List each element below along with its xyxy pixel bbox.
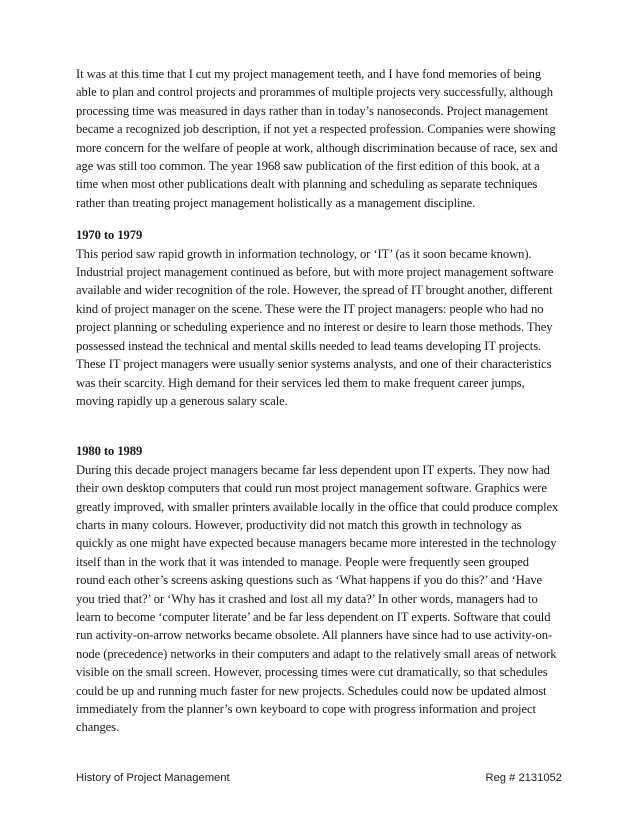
- footer-registration-number: Reg # 2131052: [485, 772, 562, 784]
- section-heading-1970s: 1970 to 1979: [76, 228, 143, 243]
- section-spacer: [76, 410, 570, 442]
- section-heading-1980s: 1980 to 1989: [76, 444, 143, 459]
- footer-document-title: History of Project Management: [76, 772, 230, 784]
- intro-paragraph: It was at this time that I cut my project management teeth, and I have fond memories of being able to plan and control projects and prorammes of multiple projects very successfully, although processing time was measured in days rather than in today’s nanoseconds. Project management became a recognized job description, if not yet a respected profession. Companies were showing more concern for the welfare of people at work, although discrimination because of race, sex and age was still too common. The year 1968 saw publication of the first edition of this book, at a time when most other publications dealt with planning and scheduling as separate techniques rather than treating project management holistically as a management discipline.: [76, 67, 558, 210]
- page-body: [76, 65, 570, 737]
- section-spacer: [76, 212, 570, 226]
- section-1980s: [76, 442, 570, 737]
- section-body-1970s: This period saw rapid growth in information technology, or ‘IT’ (as it soon became known). Industrial project management continued as before, but with more project management software available and wider recognition of the role. However, the spread of IT brought another, different kind of project manager on the scene. These were the IT project managers: people who had no project planning or scheduling experience and no interest or desire to learn those methods. They possessed instead the technical and mental skills needed to lead teams developing IT projects. These IT project managers were usually senior systems analysts, and one of their characteristics was their scarcity. High demand for their services led them to make frequent career jumps, moving rapidly up a generous salary scale.: [76, 246, 554, 408]
- section-body-1980s: During this decade project managers became far less dependent upon IT experts. They now had their own desktop computers that could run most project management software. Graphics were greatly improved, with smaller printers available locally in the office that could produce complex charts in many colours. However, productivity did not match this growth in technology as quickly as one might have expected because managers became more interested in the technology itself than in the work that it was intended to manage. People were frequently seen grouped round each other’s screens asking questions such as ‘What happens if you do this?’ and ‘Have you tried that?’ or ‘Why has it crashed and lost all my data?’ In other words, managers had to learn to become ‘computer literate’ and be far less dependent on IT experts. Software that could run activity-on-arrow networks became obsolete. All planners have since had to use activity-on- node (precedence) networks in their computers and adapt to the relatively small areas of network visible on the small screen. However, processing times were cut dramatically, so that schedules could be up and running much faster for new projects. Schedules could now be updated almost immediately from the planner’s own keyboard to cope with progress information and project changes.: [76, 462, 559, 735]
- section-1970s: [76, 226, 570, 410]
